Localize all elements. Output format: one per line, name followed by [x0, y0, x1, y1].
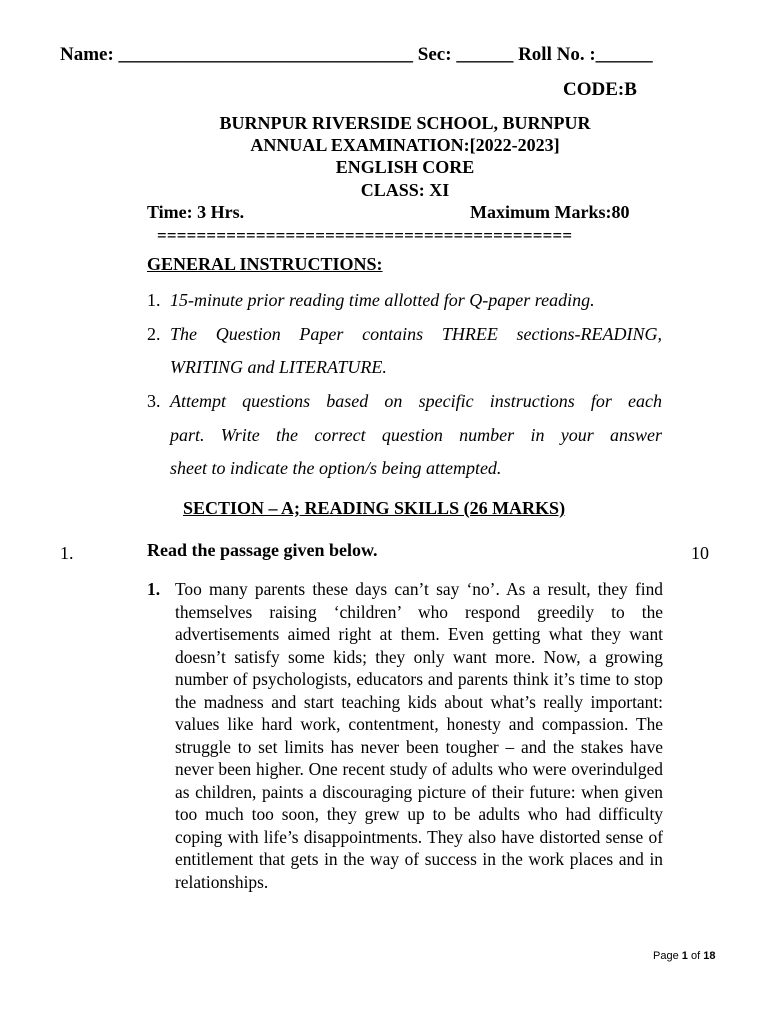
instruction-text: Attempt questions based on specific instructions for each: [170, 391, 662, 411]
maximum-marks: Maximum Marks:80: [470, 202, 630, 222]
reading-passage: [175, 578, 663, 893]
instruction-text: The Question Paper contains THREE sections-READING,: [170, 324, 662, 344]
question-marks: 10: [691, 543, 709, 563]
passage-paragraph-number: 1.: [147, 579, 161, 599]
section-heading: SECTION – A; READING SKILLS (26 MARKS): [183, 498, 566, 518]
page-label: Page: [653, 950, 679, 962]
paper-code: CODE:B: [563, 79, 637, 100]
page-current: 1: [681, 950, 688, 962]
page-number: [653, 950, 715, 962]
instruction-text: WRITING and LITERATURE.: [170, 357, 387, 377]
student-info-line: Name: _______________________________ Sec: ______ Roll No. :______: [60, 44, 653, 65]
question-number: 1.: [60, 543, 74, 563]
exam-time: Time: 3 Hrs.: [147, 202, 245, 222]
instruction-text: sheet to indicate the option/s being attempted.: [170, 458, 502, 478]
school-name: BURNPUR RIVERSIDE SCHOOL, BURNPUR: [219, 113, 591, 133]
passage-text: Too many parents these days can’t say ‘no’. As a result, they find themselves raising ‘children’ who respond greedily to the advertisements aimed right at them. Even getting what they want doesn’t satisfy some kids; they only want more. Now, a growing number of psychologists, educators and parents think it’s time to stop the madness and start teaching kids about what’s really important: values like hard work, contentment, honesty and compassion. The struggle to set limits has never been tougher – and the stakes have never been higher. One recent study of adults who were overindulged as children, paints a discouraging picture of their future: when given too much too soon, they grew up to be adults who had difficulty coping with life’s disappointments. They also have distorted sense of entitlement that gets in the way of success in the work places and in relationships.: [175, 579, 663, 892]
instruction-number: 1.: [147, 290, 161, 310]
exam-title: ANNUAL EXAMINATION:[2022-2023]: [250, 135, 560, 155]
instruction-text: 15-minute prior reading time allotted for Q-paper reading.: [170, 290, 595, 310]
question-prompt: Read the passage given below.: [147, 540, 378, 560]
instruction-number: 2.: [147, 324, 161, 344]
page-total: 18: [703, 950, 716, 962]
subject-title: ENGLISH CORE: [335, 157, 475, 177]
instructions-title: GENERAL INSTRUCTIONS:: [147, 254, 383, 274]
header-divider: ==========================================: [157, 226, 573, 245]
instruction-number: 3.: [147, 391, 161, 411]
page-of: of: [690, 950, 701, 962]
class-title: CLASS: XI: [360, 180, 450, 200]
instruction-text: part. Write the correct question number in your answer: [170, 425, 662, 445]
